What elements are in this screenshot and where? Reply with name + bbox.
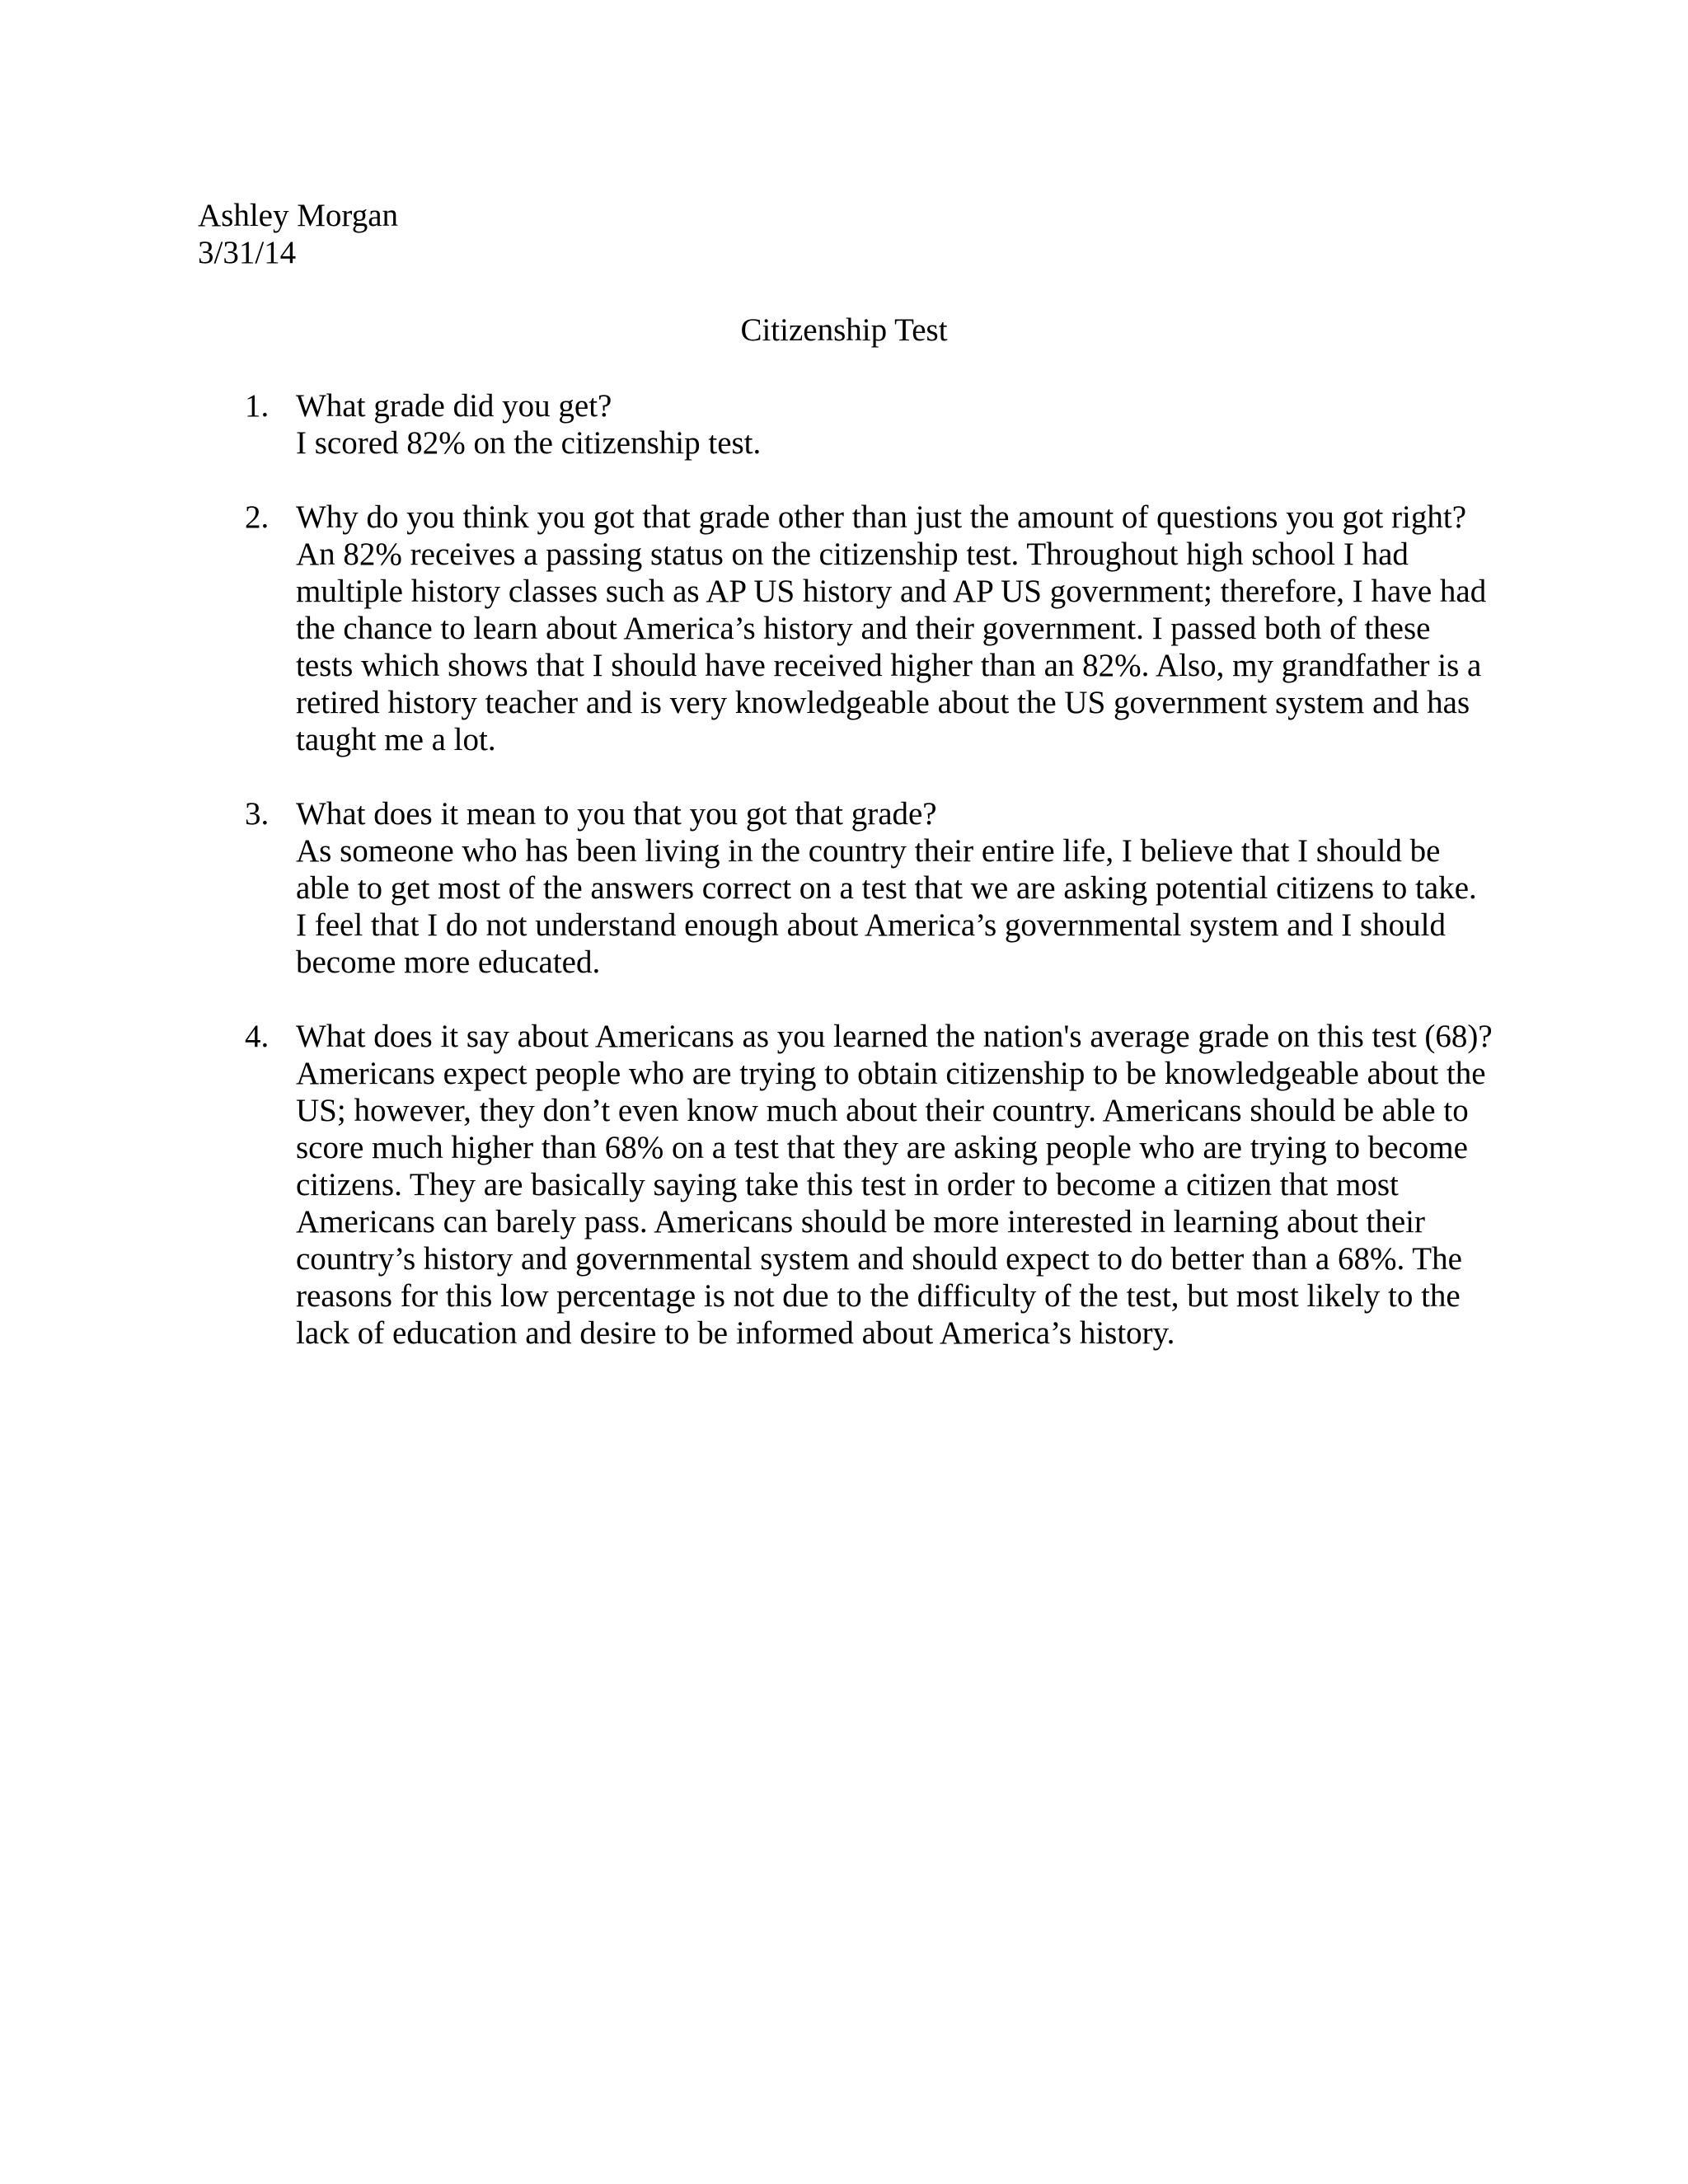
question-item-2 [0, 499, 1494, 758]
question-list [0, 387, 1494, 1389]
question-item-3 [0, 795, 1494, 981]
question-number: 3. [245, 796, 270, 832]
question-text: What does it say about Americans as you learned the nation's average grade on this test (68)? [296, 1019, 1493, 1054]
answer-text: I scored 82% on the citizenship test. [296, 425, 762, 461]
question-text: Why do you think you got that grade other than just the amount of questions you got right? [296, 499, 1467, 535]
question-text: What does it mean to you that you got that grade? [296, 796, 937, 832]
author-name: Ashley Morgan [198, 198, 399, 233]
question-number: 4. [245, 1019, 270, 1054]
question-item-4 [0, 1018, 1494, 1352]
answer-text: An 82% receives a passing status on the citizenship test. Throughout high school I had multiple history classes such as AP US history and AP US government; therefore, I have had the chance to learn about America’s history and their government. I passed both of these tests which shows that I should have received higher than an 82%. Also, my grandfather is a retired history teacher and is very knowledgeable about the US government system and has taught me a lot. [296, 537, 1487, 757]
answer-text: Americans expect people who are trying to obtain citizenship to be knowledgeable about the US; however, they don’t even know much about their country. Americans should be able to score much higher than 68% on a test that they are asking people who are trying to become citizens. They are basically saying take this test in order to become a citizen that most Americans can barely pass. Americans should be more interested in learning about their country’s history and governmental system and should expect to do better than a 68%. The reasons for this low percentage is not due to the difficulty of the test, but most likely to the lack of education and desire to be informed about America’s history. [296, 1056, 1486, 1351]
question-number: 1. [245, 388, 270, 424]
document-date: 3/31/14 [198, 235, 297, 270]
answer-text: As someone who has been living in the country their entire life, I believe that I should be able to get most of the answers correct on a test that we are asking potential citizens to take. I feel that I do not understand enough about America’s governmental system and I should become more educated. [296, 833, 1477, 980]
question-number: 2. [245, 499, 270, 535]
author-block [198, 197, 398, 271]
document-title: Citizenship Test [740, 312, 948, 348]
question-item-1 [0, 387, 1494, 462]
question-text: What grade did you get? [296, 388, 612, 424]
